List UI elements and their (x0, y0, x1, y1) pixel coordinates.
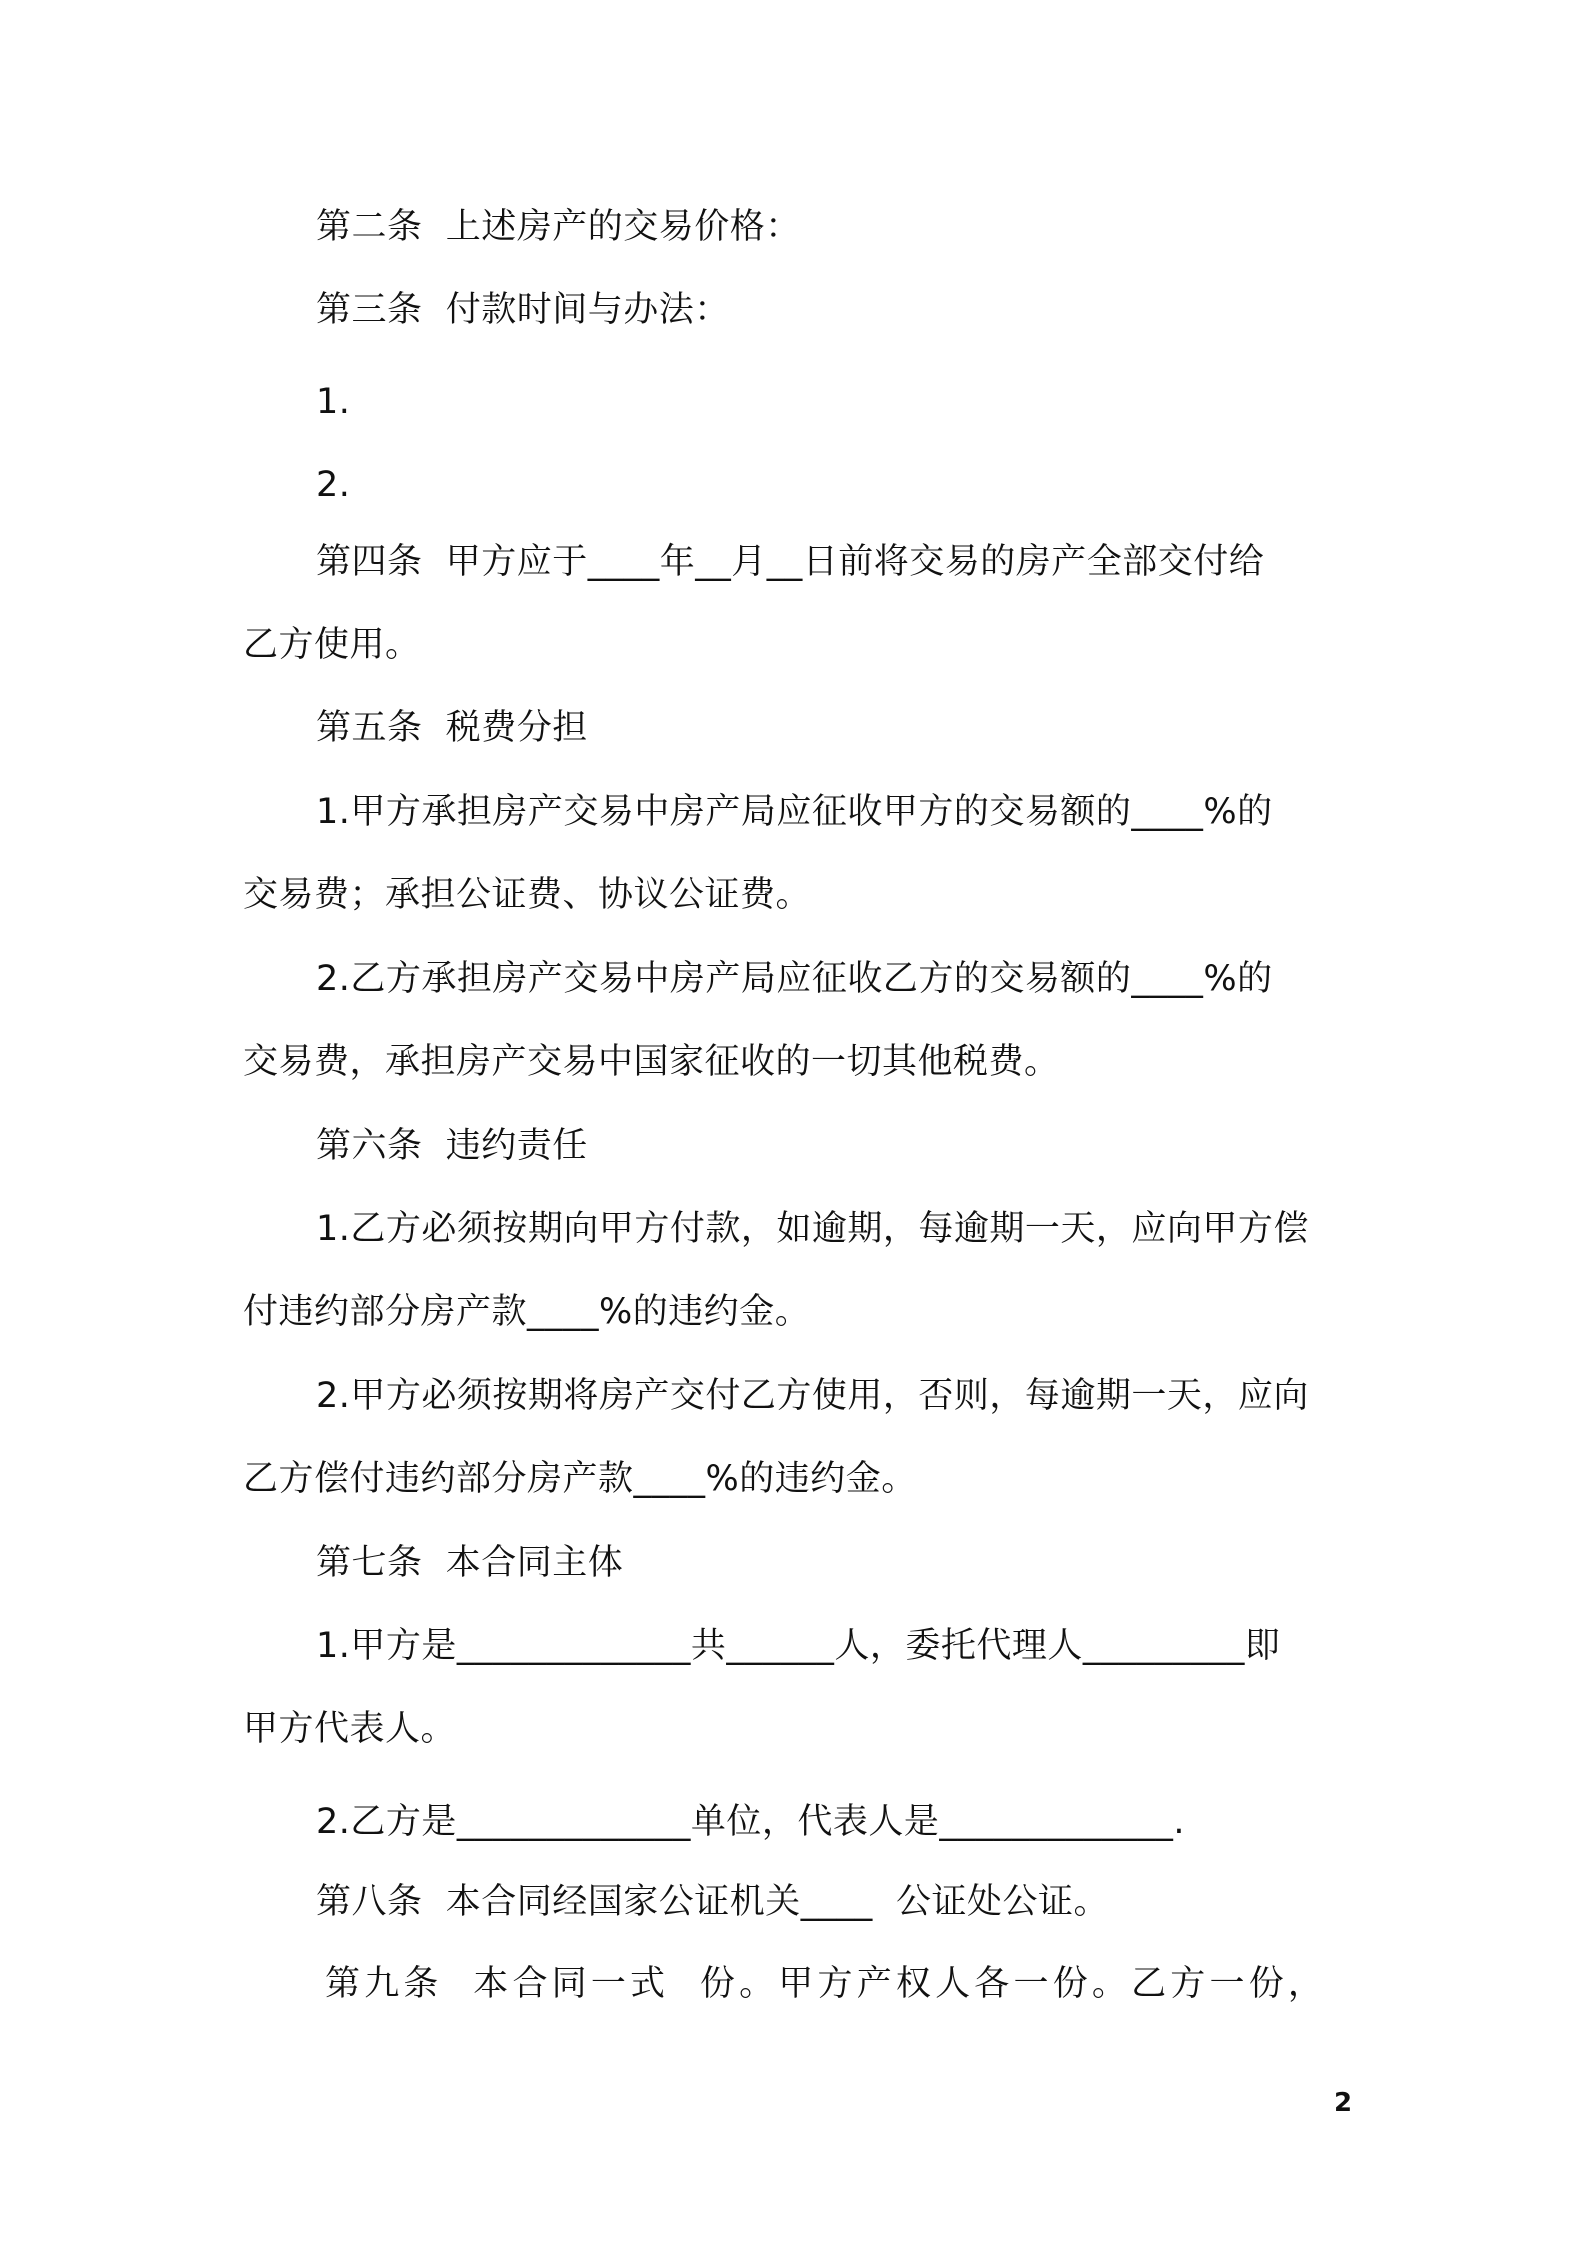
article-8-line: 第八条 本合同经国家公证机关____ 公证处公证。 (316, 1882, 1110, 1922)
article-3-line: 第三条 付款时间与办法： (316, 290, 730, 330)
article-2-line: 第二条 上述房产的交易价格： (316, 207, 801, 247)
article-5-item-2-line-2: 交易费，承担房产交易中国家征收的一切其他税费。 (243, 1042, 1060, 1082)
article-5-item-2-line-1: 2.乙方承担房产交易中房产局应征收乙方的交易额的____%的 (316, 959, 1273, 999)
article-3-item-2: 2. (316, 465, 351, 505)
article-6-item-2-line-1: 2.甲方必须按期将房产交付乙方使用，否则，每逾期一天，应向 (316, 1376, 1309, 1416)
article-9-line: 第九条 本合同一式 份。甲方产权人各一份。乙方一份， (325, 1964, 1328, 2004)
article-7-item-2: 2.乙方是_____________单位，代表人是_____________. (316, 1802, 1186, 1842)
article-5-item-1-line-1: 1.甲方承担房产交易中房产局应征收甲方的交易额的____%的 (316, 792, 1273, 832)
article-6-item-1-line-1: 1.乙方必须按期向甲方付款，如逾期，每逾期一天，应向甲方偿 (316, 1209, 1309, 1249)
article-7-item-1-line-2: 甲方代表人。 (243, 1709, 457, 1749)
article-5-heading: 第五条 税费分担 (316, 708, 588, 748)
article-3-item-1: 1. (316, 382, 351, 422)
article-7-heading: 第七条 本合同主体 (316, 1543, 624, 1583)
page-number: 2 (1334, 2088, 1353, 2118)
article-6-item-2-line-2: 乙方偿付违约部分房产款____%的违约金。 (243, 1459, 917, 1499)
article-6-item-1-line-2: 付违约部分房产款____%的违约金。 (243, 1292, 811, 1332)
article-5-item-1-line-2: 交易费；承担公证费、协议公证费。 (243, 875, 812, 915)
article-7-item-1-line-1: 1.甲方是_____________共______人，委托代理人_________即 (316, 1626, 1281, 1666)
article-6-heading: 第六条 违约责任 (316, 1126, 588, 1166)
article-4-line-2: 乙方使用。 (243, 625, 421, 665)
article-4-line-1: 第四条 甲方应于____年__月__日前将交易的房产全部交付给 (316, 542, 1265, 582)
